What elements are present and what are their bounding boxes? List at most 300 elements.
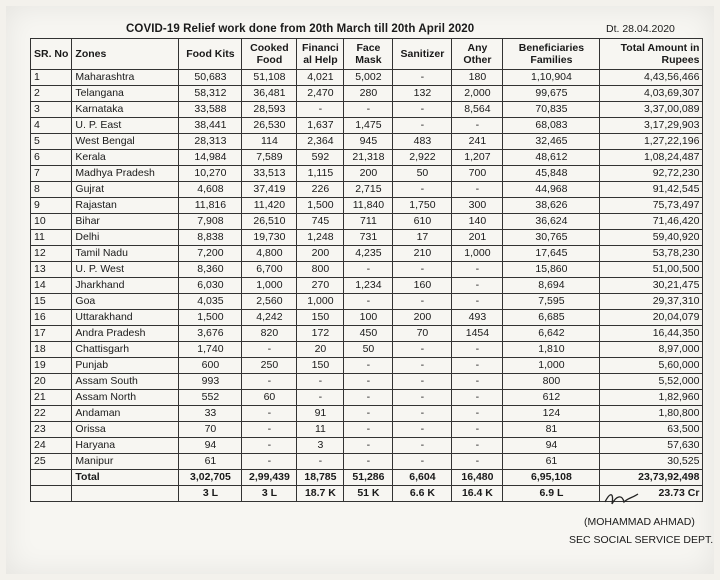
row-zone: Rajastan (72, 198, 179, 214)
row-face-mask: - (344, 406, 393, 422)
row-financial-help: 200 (297, 246, 344, 262)
row-face-mask: - (344, 422, 393, 438)
row-sr: 25 (31, 454, 72, 470)
relief-table (30, 38, 703, 502)
row-cooked-food: 11,420 (242, 198, 297, 214)
header-any-other: Any Other (452, 39, 503, 70)
row-sanitizer: 200 (393, 310, 452, 326)
row-sr: 16 (31, 310, 72, 326)
table-row (31, 230, 703, 246)
row-beneficiaries: 30,765 (503, 230, 600, 246)
row-food-kits: 7,908 (179, 214, 242, 230)
row-beneficiaries: 6,642 (503, 326, 600, 342)
row-financial-help: 1,248 (297, 230, 344, 246)
row-total-amount: 20,04,079 (600, 310, 703, 326)
row-cooked-food: - (242, 422, 297, 438)
row-beneficiaries: 45,848 (503, 166, 600, 182)
row-total-amount: 1,82,960 (600, 390, 703, 406)
table-row (31, 198, 703, 214)
row-sanitizer: - (393, 118, 452, 134)
row-any-other: - (452, 374, 503, 390)
row-total-amount: 5,60,000 (600, 358, 703, 374)
row-face-mask: - (344, 374, 393, 390)
row-food-kits: 38,441 (179, 118, 242, 134)
header-financial-help: Financi al Help (297, 39, 344, 70)
row-cooked-food: 1,000 (242, 278, 297, 294)
row-total-amount: 29,37,310 (600, 294, 703, 310)
row-beneficiaries: 81 (503, 422, 600, 438)
row-any-other: - (452, 342, 503, 358)
table-row (31, 150, 703, 166)
row-sanitizer: 50 (393, 166, 452, 182)
row-beneficiaries: 38,626 (503, 198, 600, 214)
row-food-kits: 552 (179, 390, 242, 406)
table-row (31, 438, 703, 454)
row-sanitizer: 70 (393, 326, 452, 342)
row-zone: Punjab (72, 358, 179, 374)
row-sanitizer: - (393, 422, 452, 438)
table-row (31, 134, 703, 150)
total-any-other: 16,480 (452, 470, 503, 486)
row-any-other: - (452, 118, 503, 134)
row-face-mask: 21,318 (344, 150, 393, 166)
row-total-amount: 51,00,500 (600, 262, 703, 278)
header-zones: Zones (72, 39, 179, 70)
total-beneficiaries: 6,95,108 (503, 470, 600, 486)
row-food-kits: 6,030 (179, 278, 242, 294)
row-beneficiaries: 8,694 (503, 278, 600, 294)
short-amount: 23.73 Cr (600, 486, 703, 502)
total-amount: 23,73,92,498 (600, 470, 703, 486)
row-sr: 10 (31, 214, 72, 230)
row-food-kits: 28,313 (179, 134, 242, 150)
row-face-mask: 731 (344, 230, 393, 246)
row-financial-help: 150 (297, 358, 344, 374)
row-food-kits: 3,676 (179, 326, 242, 342)
row-financial-help: 1,637 (297, 118, 344, 134)
table-row (31, 358, 703, 374)
row-beneficiaries: 7,595 (503, 294, 600, 310)
row-financial-help: - (297, 102, 344, 118)
row-any-other: - (452, 358, 503, 374)
row-zone: U. P. East (72, 118, 179, 134)
row-face-mask: 711 (344, 214, 393, 230)
total-label: Total (72, 470, 179, 486)
row-zone: Goa (72, 294, 179, 310)
row-face-mask: 1,234 (344, 278, 393, 294)
row-financial-help: 3 (297, 438, 344, 454)
row-total-amount: 57,630 (600, 438, 703, 454)
row-cooked-food: 26,530 (242, 118, 297, 134)
row-sanitizer: 610 (393, 214, 452, 230)
row-sanitizer: - (393, 262, 452, 278)
row-sanitizer: - (393, 406, 452, 422)
row-face-mask: - (344, 454, 393, 470)
row-cooked-food: - (242, 406, 297, 422)
row-any-other: 700 (452, 166, 503, 182)
table-row (31, 214, 703, 230)
row-sr: 9 (31, 198, 72, 214)
row-total-amount: 59,40,920 (600, 230, 703, 246)
row-any-other: - (452, 182, 503, 198)
row-any-other: 1,000 (452, 246, 503, 262)
row-sanitizer: 2,922 (393, 150, 452, 166)
row-face-mask: - (344, 262, 393, 278)
row-sanitizer: - (393, 342, 452, 358)
row-any-other: 493 (452, 310, 503, 326)
row-sr: 4 (31, 118, 72, 134)
row-sanitizer: - (393, 102, 452, 118)
short-sanitizer: 6.6 K (393, 486, 452, 502)
row-zone: Bihar (72, 214, 179, 230)
table-row (31, 374, 703, 390)
table-row (31, 166, 703, 182)
row-sanitizer: - (393, 454, 452, 470)
row-cooked-food: 7,589 (242, 150, 297, 166)
row-beneficiaries: 15,860 (503, 262, 600, 278)
row-any-other: - (452, 422, 503, 438)
row-beneficiaries: 800 (503, 374, 600, 390)
row-zone: U. P. West (72, 262, 179, 278)
row-financial-help: 592 (297, 150, 344, 166)
row-food-kits: 7,200 (179, 246, 242, 262)
row-food-kits: 4,608 (179, 182, 242, 198)
row-any-other: - (452, 406, 503, 422)
row-sr: 5 (31, 134, 72, 150)
row-sanitizer: 17 (393, 230, 452, 246)
row-sanitizer: 483 (393, 134, 452, 150)
row-zone: Assam South (72, 374, 179, 390)
row-any-other: 1454 (452, 326, 503, 342)
row-food-kits: 8,838 (179, 230, 242, 246)
short-face-mask: 51 K (344, 486, 393, 502)
row-sr: 21 (31, 390, 72, 406)
row-sr: 2 (31, 86, 72, 102)
row-total-amount: 30,525 (600, 454, 703, 470)
row-sanitizer: 1,750 (393, 198, 452, 214)
row-any-other: 180 (452, 70, 503, 86)
table-row (31, 342, 703, 358)
row-beneficiaries: 36,624 (503, 214, 600, 230)
row-any-other: 140 (452, 214, 503, 230)
row-sr: 17 (31, 326, 72, 342)
row-beneficiaries: 1,810 (503, 342, 600, 358)
table-row (31, 102, 703, 118)
row-face-mask: - (344, 102, 393, 118)
table-row (31, 406, 703, 422)
short-financial-help: 18.7 K (297, 486, 344, 502)
row-cooked-food: 114 (242, 134, 297, 150)
table-row (31, 70, 703, 86)
row-financial-help: 11 (297, 422, 344, 438)
table-row (31, 278, 703, 294)
row-beneficiaries: 68,083 (503, 118, 600, 134)
row-sr: 13 (31, 262, 72, 278)
row-cooked-food: 36,481 (242, 86, 297, 102)
row-face-mask: 450 (344, 326, 393, 342)
row-zone: Kerala (72, 150, 179, 166)
row-cooked-food: 820 (242, 326, 297, 342)
row-cooked-food: 250 (242, 358, 297, 374)
short-cooked-food: 3 L (242, 486, 297, 502)
row-face-mask: 945 (344, 134, 393, 150)
row-face-mask: 2,715 (344, 182, 393, 198)
row-any-other: 300 (452, 198, 503, 214)
row-total-amount: 1,80,800 (600, 406, 703, 422)
row-financial-help: 270 (297, 278, 344, 294)
row-sr: 6 (31, 150, 72, 166)
signature-mark (602, 488, 642, 510)
row-sanitizer: - (393, 358, 452, 374)
row-financial-help: - (297, 454, 344, 470)
row-face-mask: 100 (344, 310, 393, 326)
row-face-mask: 1,475 (344, 118, 393, 134)
row-total-amount: 71,46,420 (600, 214, 703, 230)
row-food-kits: 14,984 (179, 150, 242, 166)
header-total-amount: Total Amount in Rupees (600, 39, 703, 70)
row-beneficiaries: 32,465 (503, 134, 600, 150)
row-sr: 11 (31, 230, 72, 246)
row-any-other: 8,564 (452, 102, 503, 118)
row-face-mask: - (344, 358, 393, 374)
row-total-amount: 3,17,29,903 (600, 118, 703, 134)
row-sr: 23 (31, 422, 72, 438)
row-food-kits: 1,500 (179, 310, 242, 326)
table-row (31, 86, 703, 102)
row-financial-help: 226 (297, 182, 344, 198)
row-beneficiaries: 70,835 (503, 102, 600, 118)
row-food-kits: 10,270 (179, 166, 242, 182)
row-sanitizer: - (393, 374, 452, 390)
row-cooked-food: 19,730 (242, 230, 297, 246)
row-beneficiaries: 94 (503, 438, 600, 454)
row-financial-help: 1,500 (297, 198, 344, 214)
row-total-amount: 8,97,000 (600, 342, 703, 358)
row-any-other: 2,000 (452, 86, 503, 102)
row-zone: Haryana (72, 438, 179, 454)
row-total-amount: 75,73,497 (600, 198, 703, 214)
row-face-mask: 50 (344, 342, 393, 358)
table-row (31, 310, 703, 326)
row-sr: 14 (31, 278, 72, 294)
table-row (31, 454, 703, 470)
row-financial-help: - (297, 374, 344, 390)
table-row (31, 182, 703, 198)
row-total-amount: 1,27,22,196 (600, 134, 703, 150)
row-any-other: 241 (452, 134, 503, 150)
row-cooked-food: 4,242 (242, 310, 297, 326)
table-row (31, 246, 703, 262)
table-header-row (31, 39, 703, 70)
row-sr: 12 (31, 246, 72, 262)
row-sanitizer: 210 (393, 246, 452, 262)
row-face-mask: 4,235 (344, 246, 393, 262)
table-row (31, 118, 703, 134)
row-sanitizer: - (393, 390, 452, 406)
row-food-kits: 33 (179, 406, 242, 422)
row-cooked-food: 6,700 (242, 262, 297, 278)
row-zone: Delhi (72, 230, 179, 246)
row-zone: Andra Pradesh (72, 326, 179, 342)
row-beneficiaries: 61 (503, 454, 600, 470)
row-face-mask: - (344, 438, 393, 454)
table-body (31, 70, 703, 470)
row-food-kits: 993 (179, 374, 242, 390)
row-financial-help: 150 (297, 310, 344, 326)
header-food-kits: Food Kits (179, 39, 242, 70)
row-beneficiaries: 612 (503, 390, 600, 406)
row-face-mask: 200 (344, 166, 393, 182)
row-total-amount: 63,500 (600, 422, 703, 438)
document-title: COVID-19 Relief work done from 20th March till 20th April 2020 (126, 23, 475, 35)
row-any-other: 1,207 (452, 150, 503, 166)
header-sanitizer: Sanitizer (393, 39, 452, 70)
row-sanitizer: - (393, 70, 452, 86)
row-face-mask: 5,002 (344, 70, 393, 86)
row-sr: 18 (31, 342, 72, 358)
row-any-other: - (452, 390, 503, 406)
short-zone-cell (72, 486, 179, 502)
row-cooked-food: 28,593 (242, 102, 297, 118)
row-financial-help: 1,000 (297, 294, 344, 310)
row-cooked-food: 60 (242, 390, 297, 406)
signatory-name: (MOHAMMAD AHMAD) (584, 516, 695, 528)
table-row (31, 422, 703, 438)
row-face-mask: - (344, 294, 393, 310)
signatory-dept: SEC SOCIAL SERVICE DEPT. (569, 534, 714, 546)
row-cooked-food: - (242, 438, 297, 454)
table-row (31, 294, 703, 310)
total-cooked-food: 2,99,439 (242, 470, 297, 486)
total-sanitizer: 6,604 (393, 470, 452, 486)
document-date: Dt. 28.04.2020 (606, 23, 675, 35)
row-beneficiaries: 44,968 (503, 182, 600, 198)
row-sr: 19 (31, 358, 72, 374)
row-sr: 22 (31, 406, 72, 422)
row-cooked-food: - (242, 342, 297, 358)
row-total-amount: 3,37,00,089 (600, 102, 703, 118)
total-sr-cell (31, 470, 72, 486)
row-food-kits: 50,683 (179, 70, 242, 86)
row-financial-help: 4,021 (297, 70, 344, 86)
total-face-mask: 51,286 (344, 470, 393, 486)
header-sr: SR. No (31, 39, 72, 70)
row-food-kits: 33,588 (179, 102, 242, 118)
table-row (31, 326, 703, 342)
row-face-mask: 280 (344, 86, 393, 102)
row-beneficiaries: 1,000 (503, 358, 600, 374)
row-any-other: - (452, 454, 503, 470)
row-zone: Madhya Pradesh (72, 166, 179, 182)
row-financial-help: 2,470 (297, 86, 344, 102)
row-total-amount: 16,44,350 (600, 326, 703, 342)
short-any-other: 16.4 K (452, 486, 503, 502)
row-financial-help: 20 (297, 342, 344, 358)
header-cooked-food: Cooked Food (242, 39, 297, 70)
row-total-amount: 30,21,475 (600, 278, 703, 294)
row-zone: Maharashtra (72, 70, 179, 86)
row-zone: Uttarakhand (72, 310, 179, 326)
row-sanitizer: - (393, 182, 452, 198)
row-face-mask: - (344, 390, 393, 406)
row-financial-help: 745 (297, 214, 344, 230)
row-zone: Manipur (72, 454, 179, 470)
row-sanitizer: 132 (393, 86, 452, 102)
header-beneficiaries: Beneficiaries Families (503, 39, 600, 70)
row-cooked-food: 2,560 (242, 294, 297, 310)
row-beneficiaries: 48,612 (503, 150, 600, 166)
row-any-other: - (452, 438, 503, 454)
row-zone: West Bengal (72, 134, 179, 150)
row-total-amount: 53,78,230 (600, 246, 703, 262)
short-beneficiaries: 6.9 L (503, 486, 600, 502)
row-beneficiaries: 1,10,904 (503, 70, 600, 86)
row-total-amount: 91,42,545 (600, 182, 703, 198)
row-cooked-food: 33,513 (242, 166, 297, 182)
row-beneficiaries: 99,675 (503, 86, 600, 102)
row-cooked-food: - (242, 374, 297, 390)
row-sr: 24 (31, 438, 72, 454)
row-food-kits: 11,816 (179, 198, 242, 214)
total-financial-help: 18,785 (297, 470, 344, 486)
row-financial-help: 800 (297, 262, 344, 278)
row-cooked-food: 26,510 (242, 214, 297, 230)
row-sr: 7 (31, 166, 72, 182)
row-total-amount: 4,03,69,307 (600, 86, 703, 102)
row-total-amount: 1,08,24,487 (600, 150, 703, 166)
row-zone: Tamil Nadu (72, 246, 179, 262)
row-zone: Telangana (72, 86, 179, 102)
row-financial-help: 1,115 (297, 166, 344, 182)
table-row (31, 390, 703, 406)
row-face-mask: 11,840 (344, 198, 393, 214)
header-face-mask: Face Mask (344, 39, 393, 70)
row-cooked-food: 4,800 (242, 246, 297, 262)
row-food-kits: 61 (179, 454, 242, 470)
row-any-other: 201 (452, 230, 503, 246)
row-cooked-food: 51,108 (242, 70, 297, 86)
row-sr: 15 (31, 294, 72, 310)
row-zone: Chattisgarh (72, 342, 179, 358)
total-row (31, 470, 703, 486)
row-beneficiaries: 6,685 (503, 310, 600, 326)
row-sanitizer: 160 (393, 278, 452, 294)
row-zone: Andaman (72, 406, 179, 422)
row-any-other: - (452, 262, 503, 278)
row-financial-help: - (297, 390, 344, 406)
row-cooked-food: 37,419 (242, 182, 297, 198)
row-sr: 20 (31, 374, 72, 390)
row-financial-help: 91 (297, 406, 344, 422)
row-food-kits: 600 (179, 358, 242, 374)
row-sr: 8 (31, 182, 72, 198)
row-sr: 1 (31, 70, 72, 86)
row-financial-help: 2,364 (297, 134, 344, 150)
row-food-kits: 4,035 (179, 294, 242, 310)
document-page (6, 6, 714, 574)
row-sanitizer: - (393, 438, 452, 454)
row-total-amount: 92,72,230 (600, 166, 703, 182)
row-any-other: - (452, 294, 503, 310)
row-beneficiaries: 17,645 (503, 246, 600, 262)
table-row (31, 262, 703, 278)
row-zone: Orissa (72, 422, 179, 438)
row-zone: Karnataka (72, 102, 179, 118)
row-sanitizer: - (393, 294, 452, 310)
row-financial-help: 172 (297, 326, 344, 342)
row-total-amount: 4,43,56,466 (600, 70, 703, 86)
row-any-other: - (452, 278, 503, 294)
